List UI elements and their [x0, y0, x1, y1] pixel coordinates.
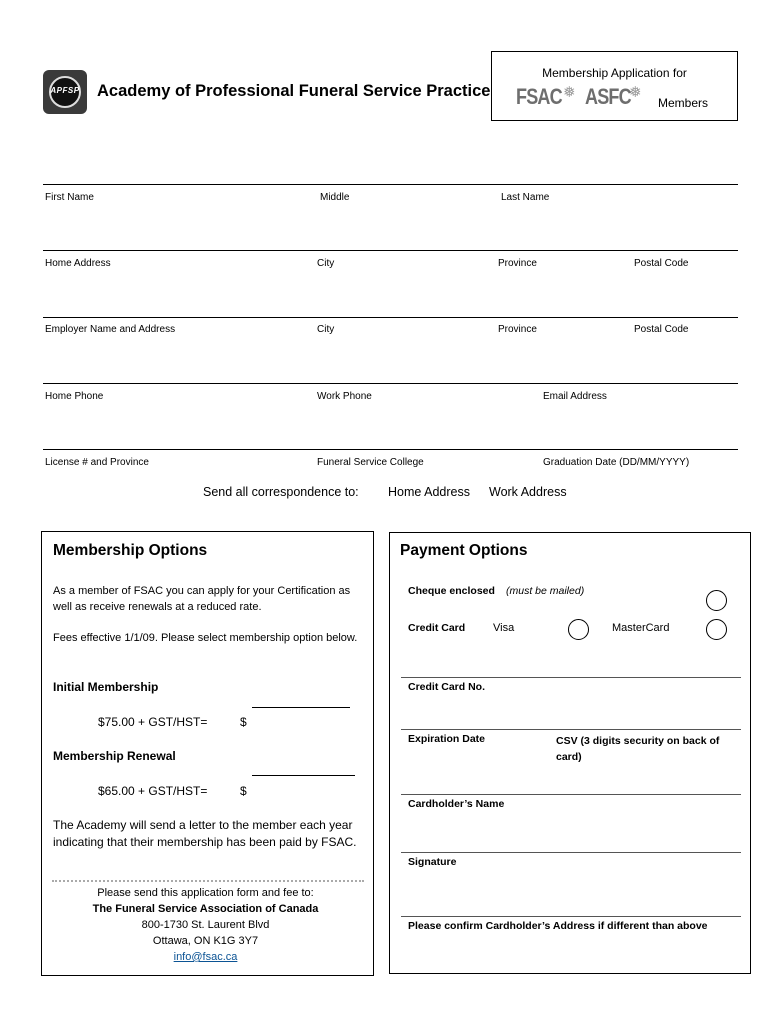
- application-header-box: [491, 51, 738, 121]
- csv-label: CSV (3 digits security on back of card): [556, 735, 720, 763]
- field-divider: [43, 250, 738, 251]
- work-phone-label: Work Phone: [317, 391, 372, 402]
- maple-leaf-icon: ❅: [563, 84, 576, 101]
- renewal-fee-currency: $: [240, 784, 247, 798]
- apfsp-logo: [43, 70, 87, 114]
- association-name: The Funeral Service Association of Canada: [92, 903, 319, 915]
- organization-title: Academy of Professional Funeral Service Practice: [97, 82, 491, 100]
- license-label: License # and Province: [45, 457, 149, 468]
- cheque-radio[interactable]: [706, 590, 727, 611]
- middle-name-label: Middle: [320, 192, 350, 203]
- correspondence-home-option[interactable]: Home Address: [388, 485, 470, 499]
- membership-options-title: Membership Options: [53, 542, 208, 559]
- mastercard-label: MasterCard: [612, 622, 670, 634]
- initial-fee-currency: $: [240, 715, 247, 729]
- confirm-address-label: Please confirm Cardholder’s Address if different than above: [408, 920, 708, 932]
- logo-text: APFSP: [50, 86, 80, 95]
- last-name-label: Last Name: [501, 192, 550, 203]
- asfc-logo-text: ASFC: [585, 84, 631, 109]
- application-members: Members: [658, 96, 709, 110]
- renewal-fee-blank[interactable]: [252, 775, 355, 776]
- maple-leaf-icon: ❅: [629, 84, 642, 101]
- application-title: Membership Application for: [542, 66, 687, 80]
- credit-card-label: Credit Card: [408, 622, 466, 634]
- address-line-2: Ottawa, ON K1G 3Y7: [152, 935, 259, 947]
- renewal-fee-text: $65.00 + GST/HST=: [98, 784, 208, 798]
- initial-fee-text: $75.00 + GST/HST=: [98, 715, 208, 729]
- initial-membership-label: Initial Membership: [53, 680, 159, 694]
- expiration-line: [401, 729, 741, 730]
- cheque-label: Cheque enclosed: [408, 585, 495, 597]
- cardholder-line: [401, 794, 741, 795]
- membership-renewal-label: Membership Renewal: [53, 749, 176, 763]
- first-name-label: First Name: [45, 192, 94, 203]
- home-phone-label: Home Phone: [45, 391, 104, 402]
- field-divider: [43, 449, 738, 450]
- cheque-note: (must be mailed): [506, 585, 585, 597]
- correspondence-work-option[interactable]: Work Address: [489, 485, 567, 499]
- employer-city-label: City: [317, 324, 335, 335]
- home-city-label: City: [317, 258, 335, 269]
- expiration-date-label: Expiration Date: [408, 733, 486, 745]
- home-postal-code-label: Postal Code: [634, 258, 689, 269]
- email-address-label: Email Address: [543, 391, 607, 402]
- field-divider: [43, 184, 738, 185]
- visa-label: Visa: [493, 622, 515, 634]
- send-to-text: Please send this application form and fee to:: [97, 887, 314, 899]
- field-divider: [43, 317, 738, 318]
- signature-label: Signature: [408, 856, 457, 868]
- employer-label: Employer Name and Address: [45, 324, 176, 335]
- visa-radio[interactable]: [568, 619, 589, 640]
- employer-province-label: Province: [498, 324, 537, 335]
- field-divider: [43, 383, 738, 384]
- employer-postal-code-label: Postal Code: [634, 324, 689, 335]
- mastercard-radio[interactable]: [706, 619, 727, 640]
- payment-options-title: Payment Options: [400, 542, 528, 559]
- email-line: [41, 951, 370, 963]
- cardholder-name-label: Cardholder’s Name: [408, 798, 505, 810]
- correspondence-label: Send all correspondence to:: [203, 485, 359, 499]
- section-divider: [52, 880, 364, 882]
- home-address-label: Home Address: [45, 258, 111, 269]
- graduation-date-label: Graduation Date (DD/MM/YYYY): [543, 457, 690, 468]
- email-link[interactable]: info@fsac.ca: [173, 951, 238, 963]
- address-line-1: 800-1730 St. Laurent Blvd: [141, 919, 270, 931]
- signature-line: [401, 852, 741, 853]
- confirm-address-line: [401, 916, 741, 917]
- fees-note: Fees effective 1/1/09. Please select membership option below.: [53, 632, 358, 644]
- fsac-logo-text: FSAC: [516, 84, 562, 109]
- card-number-label: Credit Card No.: [408, 681, 486, 693]
- letter-note: The Academy will send a letter to the member each year indicating that their membership has been paid by FSAC.: [53, 818, 357, 849]
- initial-fee-blank[interactable]: [252, 707, 350, 708]
- card-no-line: [401, 677, 741, 678]
- funeral-college-label: Funeral Service College: [317, 457, 424, 468]
- home-province-label: Province: [498, 258, 537, 269]
- membership-intro: As a member of FSAC you can apply for your Certification as well as receive renewals at a reduced rate.: [53, 585, 351, 613]
